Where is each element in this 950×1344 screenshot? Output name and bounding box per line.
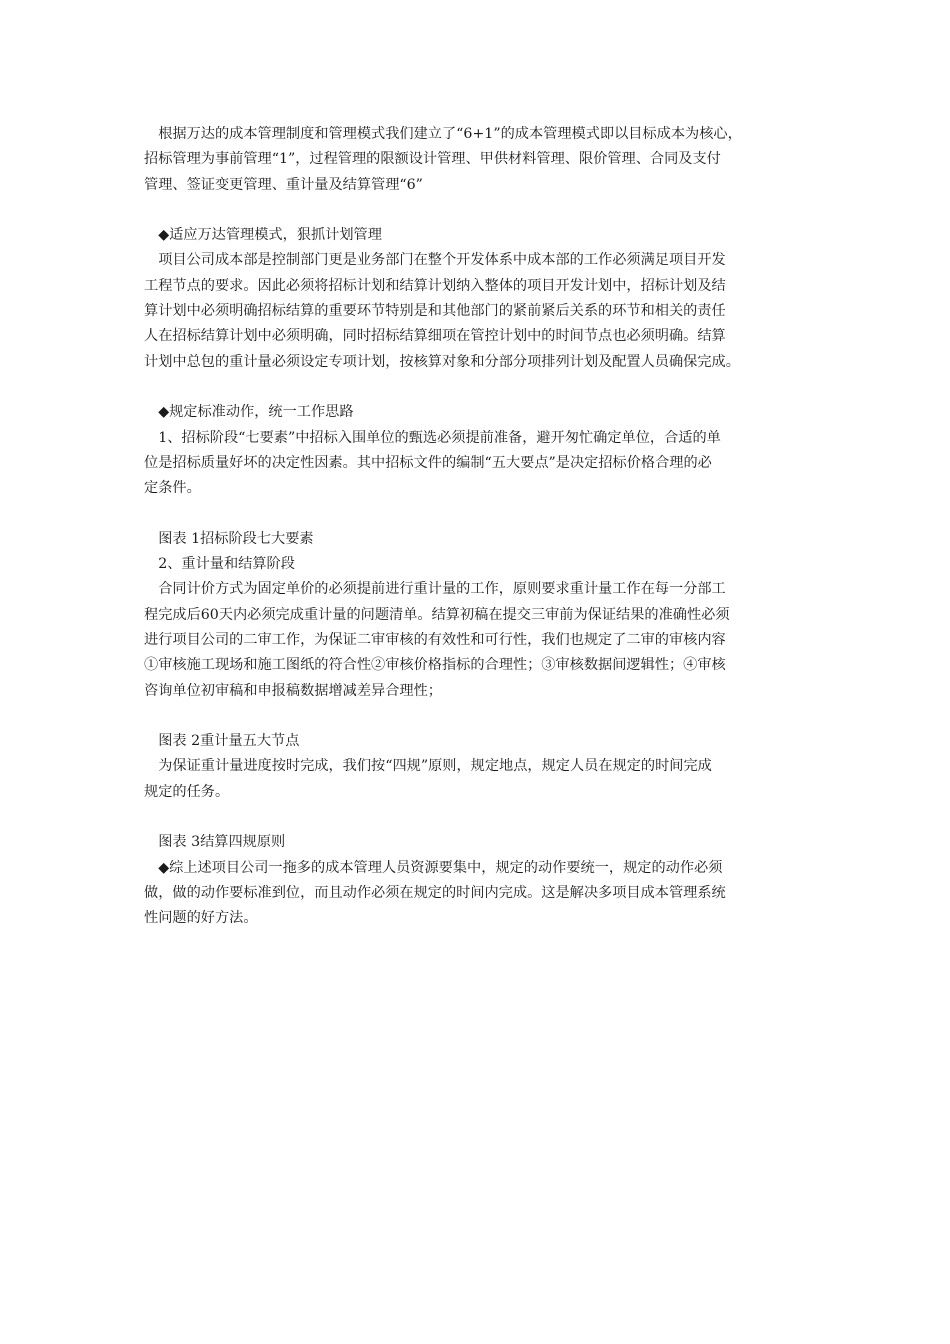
text-line: 位是招标质量好坏的决定性因素。其中招标文件的编制“五大要点”是决定招标价格合理的必 xyxy=(144,454,712,471)
plan-management-section xyxy=(144,223,812,375)
paragraph-spacer xyxy=(144,375,812,400)
text-line: 性问题的好方法。 xyxy=(144,910,258,927)
text-line: 工程节点的要求。因此必须将招标计划和结算计划纳入整体的项目开发计划中，招标计划及结 xyxy=(144,277,726,294)
section-heading: ◆适应万达管理模式，狠抓计划管理 xyxy=(144,227,382,244)
paragraph-spacer xyxy=(144,704,812,729)
paragraph-spacer xyxy=(144,501,812,526)
text-line: 计划中总包的重计量必须设定专项计划，按核算对象和分部分项排列计划及配置人员确保完成。 xyxy=(144,353,740,370)
document-page xyxy=(144,122,812,932)
text-line: 招标管理为事前管理“1”，过程管理的限额设计管理、甲供材料管理、限价管理、合同及支付 xyxy=(144,151,721,168)
subsection-heading: 2、重计量和结算阶段 xyxy=(144,556,295,573)
figure-caption: 图表 1招标阶段七大要素 xyxy=(144,530,314,547)
text-line: 进行项目公司的二审工作，为保证二审审核的有效性和可行性，我们也规定了二审的审核内容 xyxy=(144,631,726,648)
figure-caption: 图表 3结算四规原则 xyxy=(144,834,286,851)
text-line: 1、招标阶段“七要素”中招标入围单位的甄选必须提前准备，避开匆忙确定单位，合适的单 xyxy=(144,429,721,446)
text-line: 定条件。 xyxy=(144,480,201,497)
text-line: 管理、签证变更管理、重计量及结算管理“6” xyxy=(144,176,423,193)
text-line: 为保证重计量进度按时完成，我们按“四规”原则，规定地点，规定人员在规定的时间完成 xyxy=(144,758,712,775)
summary-section xyxy=(144,830,812,931)
text-line: ◆综上述项目公司一拖多的成本管理人员资源要集中，规定的动作要统一，规定的动作必须 xyxy=(144,859,723,876)
remeasurement-section xyxy=(144,527,812,704)
paragraph-spacer xyxy=(144,198,812,223)
text-line: ①审核施工现场和施工图纸的符合性②审核价格指标的合理性；③审核数据间逻辑性；④审核 xyxy=(144,657,726,674)
figure-caption: 图表 2重计量五大节点 xyxy=(144,733,300,750)
schedule-section xyxy=(144,729,812,805)
section-heading: ◆规定标准动作，统一工作思路 xyxy=(144,404,354,421)
text-line: 咨询单位初审稿和申报稿数据增减差异合理性； xyxy=(144,682,442,699)
intro-paragraph xyxy=(144,122,812,198)
paragraph-spacer xyxy=(144,805,812,830)
text-line: 根据万达的成本管理制度和管理模式我们建立了“6+1”的成本管理模式即以目标成本为核心， xyxy=(144,126,742,142)
text-line: 项目公司成本部是控制部门更是业务部门在整个开发体系中成本部的工作必须满足项目开发 xyxy=(144,252,726,269)
text-line: 合同计价方式为固定单价的必须提前进行重计量的工作，原则要求重计量工作在每一分部工 xyxy=(144,581,726,598)
text-line: 规定的任务。 xyxy=(144,783,230,800)
text-line: 做，做的动作要标准到位，而且动作必须在规定的时间内完成。这是解决多项目成本管理系统 xyxy=(144,884,726,901)
text-line: 算计划中必须明确招标结算的重要环节特别是和其他部门的紧前紧后关系的环节和相关的责任 xyxy=(144,303,726,320)
text-line: 人在招标结算计划中必须明确，同时招标结算细项在管控计划中的时间节点也必须明确。结算 xyxy=(144,328,726,345)
standard-actions-section xyxy=(144,400,812,501)
text-line: 程完成后60天内必须完成重计量的问题清单。结算初稿在提交三审前为保证结果的准确性必须 xyxy=(144,606,730,623)
